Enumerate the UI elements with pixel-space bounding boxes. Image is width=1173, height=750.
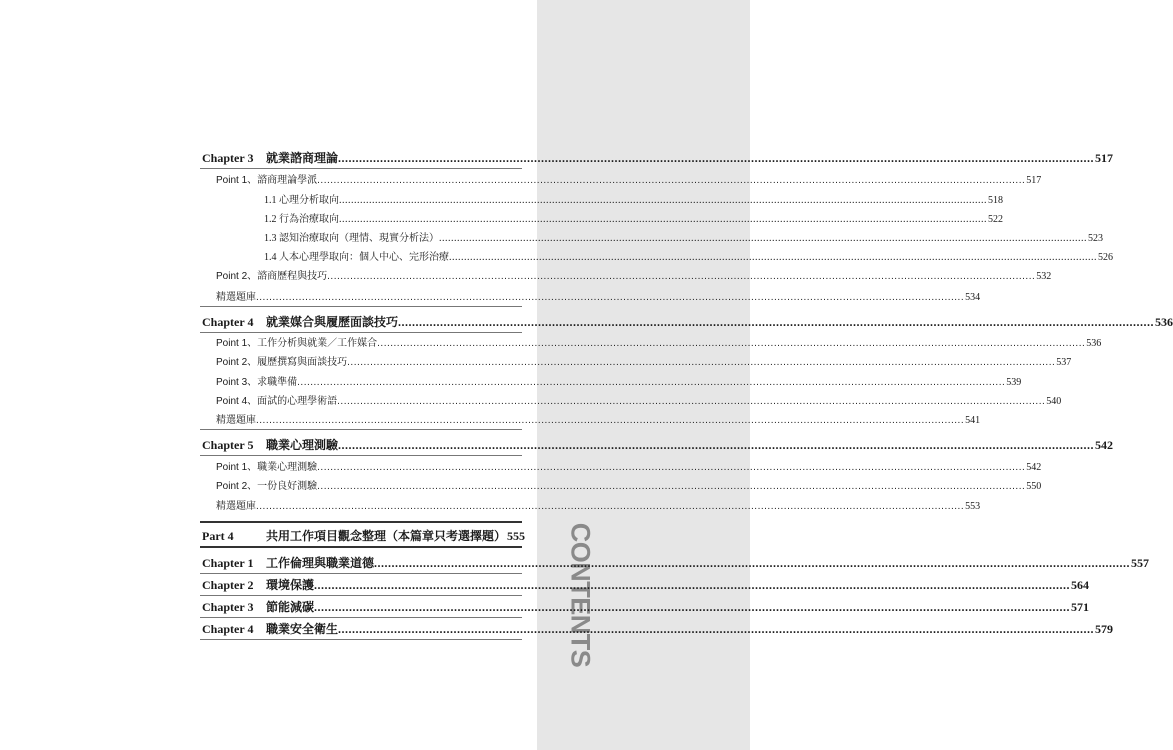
- point-title: Point 2、一份良好測驗: [216, 481, 318, 492]
- page-number: 518: [988, 195, 1003, 206]
- subsection-number: 1.4: [264, 252, 277, 263]
- leader-dots: [317, 175, 1025, 186]
- toc-part4-chapter-2[interactable]: [202, 573, 1090, 593]
- chapter-number: Chapter 2: [202, 578, 254, 592]
- leader-dots: [439, 233, 1087, 244]
- point-title: Point 1、工作分析與就業／工作媒合: [216, 338, 378, 349]
- toc-chapter-4[interactable]: [202, 310, 1173, 330]
- part-title: 共用工作項目觀念整理（本篇章只考選擇題）: [266, 529, 507, 543]
- toc-part4-chapter-1[interactable]: [202, 551, 1150, 571]
- page-number: 532: [1036, 271, 1052, 282]
- leader-dots: [317, 481, 1025, 492]
- page-number: 536: [1155, 315, 1173, 329]
- leader-dots: [339, 214, 987, 225]
- part-divider-bottom: [200, 546, 522, 548]
- page-number: 579: [1095, 622, 1114, 636]
- leader-dots: [256, 415, 964, 426]
- page-number: 553: [965, 501, 981, 512]
- toc-point[interactable]: [216, 331, 1102, 349]
- subsection-title: 人本心理學取向：個人中心、完形治療: [279, 252, 449, 263]
- chapter-title: 工作倫理與職業道德: [266, 556, 375, 570]
- page-number: 541: [965, 415, 981, 426]
- exercises-title: 精選題庫: [216, 292, 256, 303]
- page-number: 542: [1026, 462, 1042, 473]
- leader-dots: [347, 357, 1055, 368]
- page-number: 555: [507, 529, 526, 543]
- toc-part4-chapter-4[interactable]: [202, 617, 1114, 637]
- page-number: 526: [1098, 252, 1113, 263]
- toc-subsection[interactable]: [264, 207, 1003, 225]
- toc-point[interactable]: [216, 389, 1062, 407]
- toc-subsection[interactable]: [264, 245, 1113, 263]
- leader-dots: [338, 438, 1094, 453]
- subsection-title: 行為治療取向: [279, 214, 339, 225]
- leader-dots: [338, 151, 1094, 166]
- page-number: 542: [1095, 438, 1114, 452]
- chapter-number: Chapter 4: [202, 315, 254, 329]
- point-title: Point 2、履歷撰寫與面談技巧: [216, 357, 348, 368]
- leader-dots: [337, 396, 1045, 407]
- subsection-title: 心理分析取向: [279, 195, 339, 206]
- page-number: 522: [988, 214, 1003, 225]
- toc-point[interactable]: [216, 474, 1042, 492]
- chapter-number: Chapter 1: [202, 556, 254, 570]
- chapter-title: 就業諮商理論: [266, 151, 339, 165]
- subsection-number: 1.1: [264, 195, 277, 206]
- page-number: 557: [1131, 556, 1150, 570]
- chapter-title: 就業媒合與履歷面談技巧: [266, 315, 399, 329]
- leader-dots: [377, 338, 1085, 349]
- page-number: 536: [1086, 338, 1102, 349]
- page-number: 517: [1026, 175, 1042, 186]
- divider: [200, 429, 522, 430]
- part-number: Part 4: [202, 529, 234, 543]
- leader-dots: [327, 271, 1035, 282]
- toc-point[interactable]: [216, 370, 1022, 388]
- toc-chapter-5[interactable]: [202, 433, 1114, 453]
- toc-exercises[interactable]: [216, 494, 981, 512]
- toc-point[interactable]: [216, 350, 1072, 368]
- contents-side-label-text: CONTENTS: [565, 522, 596, 668]
- toc-subsection[interactable]: [264, 226, 1103, 244]
- toc-point[interactable]: [216, 264, 1052, 282]
- toc-part4-chapter-3[interactable]: [202, 595, 1090, 615]
- subsection-number: 1.3: [264, 233, 277, 244]
- exercises-title: 精選題庫: [216, 415, 256, 426]
- chapter-number: Chapter 4: [202, 622, 254, 636]
- point-title: Point 2、諮商歷程與技巧: [216, 271, 328, 282]
- subsection-title: 認知治療取向（理情、現實分析法）: [279, 233, 439, 244]
- leader-dots: [374, 556, 1130, 571]
- divider: [200, 639, 522, 640]
- toc-exercises[interactable]: [216, 285, 981, 303]
- point-title: Point 4、面試的心理學術語: [216, 396, 338, 407]
- toc-point[interactable]: [216, 455, 1042, 473]
- contents-side-label: [560, 522, 600, 668]
- chapter-number: Chapter 3: [202, 151, 254, 165]
- chapter-title: 職業心理測驗: [266, 438, 339, 452]
- page-number: 550: [1026, 481, 1042, 492]
- chapter-number: Chapter 5: [202, 438, 254, 452]
- page-number: 537: [1056, 357, 1072, 368]
- subsection-number: 1.2: [264, 214, 277, 225]
- page-number: 517: [1095, 151, 1114, 165]
- toc-part-4[interactable]: [202, 524, 526, 544]
- leader-dots: [339, 195, 987, 206]
- chapter-number: Chapter 3: [202, 600, 254, 614]
- chapter-title: 環境保護: [266, 578, 315, 592]
- page-number: 564: [1071, 578, 1090, 592]
- toc-point[interactable]: [216, 168, 1042, 186]
- page-number: 534: [965, 292, 981, 303]
- part-divider-top: [200, 521, 522, 523]
- page-number: 571: [1071, 600, 1090, 614]
- chapter-title: 節能減碳: [266, 600, 315, 614]
- point-title: Point 3、求職準備: [216, 377, 298, 388]
- leader-dots: [297, 377, 1005, 388]
- page-number: 540: [1046, 396, 1062, 407]
- leader-dots: [314, 600, 1070, 615]
- divider: [200, 306, 522, 307]
- leader-dots: [338, 622, 1094, 637]
- leader-dots: [317, 462, 1025, 473]
- exercises-title: 精選題庫: [216, 501, 256, 512]
- chapter-title: 職業安全衛生: [266, 622, 339, 636]
- leader-dots: [449, 252, 1097, 263]
- leader-dots: [398, 315, 1154, 330]
- page-number: 539: [1006, 377, 1022, 388]
- page-number: 523: [1088, 233, 1103, 244]
- point-title: Point 1、諮商理論學派: [216, 175, 318, 186]
- leader-dots: [256, 292, 964, 303]
- leader-dots: [256, 501, 964, 512]
- toc-exercises[interactable]: [216, 408, 981, 426]
- leader-dots: [314, 578, 1070, 593]
- point-title: Point 1、職業心理測驗: [216, 462, 318, 473]
- toc-subsection[interactable]: [264, 188, 1003, 206]
- toc-chapter-3[interactable]: [202, 146, 1114, 166]
